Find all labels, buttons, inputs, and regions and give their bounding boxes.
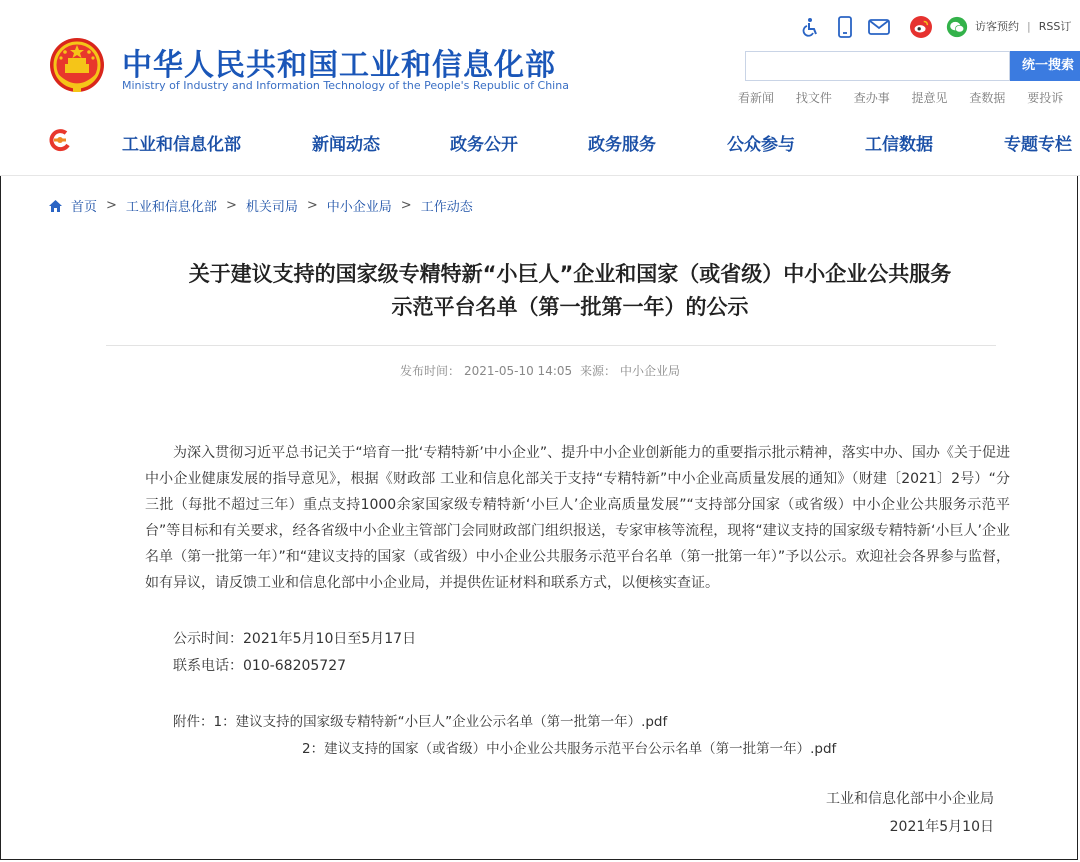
utility-icons bbox=[800, 14, 980, 40]
title-divider bbox=[106, 345, 996, 346]
main-nav bbox=[0, 126, 1080, 158]
breadcrumb-home[interactable]: 首页 bbox=[71, 200, 98, 215]
quick-link-data[interactable]: 查数据 bbox=[969, 91, 1006, 105]
breadcrumb-work-updates[interactable]: 工作动态 bbox=[420, 200, 473, 215]
breadcrumb-sme-bureau[interactable]: 中小企业局 bbox=[326, 200, 392, 215]
quick-link-feedback[interactable]: 提意见 bbox=[911, 91, 948, 105]
signature-organization: 工业和信息化部中小企业局 bbox=[826, 791, 994, 807]
article-title bbox=[100, 258, 1040, 324]
breadcrumb-separator: > bbox=[106, 198, 117, 213]
utility-links bbox=[975, 18, 1071, 34]
nav-item-government-services[interactable]: 政务服务 bbox=[588, 135, 656, 155]
accessibility-icon[interactable] bbox=[800, 16, 822, 38]
article-title-line-2: 示范平台名单（第一批第一年）的公示 bbox=[391, 295, 749, 319]
breadcrumb-separator: > bbox=[225, 198, 237, 213]
visitor-appointment-link[interactable]: 访客预约 bbox=[975, 20, 1019, 33]
home-icon[interactable] bbox=[48, 199, 63, 213]
article-paragraph-text: 为深入贯彻习近平总书记关于“培育一批‘专精特新’中小企业”、提升中小企业创新能力的重要指示批示精神，落实中办、国办《关于促进中小企业健康发展的指导意见》，根据《财政部 工业和信息化部关于支持“专精特新”中小企业高质量发展的通知》（财建〔2021〕2号）“分三批（每批不超过三年）重点支持1000余家国家级专精特新‘小巨人’企业高质量发展”“支持部分国家（或省级）中小企业公共服务示范平台”等目标和有关要求，经各省级中小企业主管部门会同财政部门组织报送，专家审核等流程，现将“建议支持的国家级专精特新‘小巨人’企业名单（第一批第一年）”和“建议支持的国家（或省级）中小企业公共服务示范平台名单（第一批第一年）”予以公示。欢迎社会各界参与监督，如有异议，请反馈工业和信息化部中小企业局，并提供佐证材料和联系方式，以便核实查证。 bbox=[145, 445, 1010, 591]
nav-item-miit[interactable]: 工业和信息化部 bbox=[122, 135, 241, 155]
separator: | bbox=[1027, 20, 1031, 33]
site-header bbox=[0, 0, 1080, 176]
search-button[interactable]: 统一搜索 bbox=[1010, 51, 1080, 81]
attachment-1-link[interactable]: 附件：1：建议支持的国家级专精特新“小巨人”企业公示名单（第一批第一年）.pdf bbox=[173, 714, 668, 730]
article-meta bbox=[0, 362, 1080, 379]
quick-link-news[interactable]: 看新闻 bbox=[738, 91, 775, 105]
wechat-icon[interactable] bbox=[946, 16, 968, 38]
site-subtitle: Ministry of Industry and Information Technology of the People's Republic of China bbox=[122, 79, 569, 92]
national-emblem bbox=[48, 36, 106, 96]
publish-label: 发布时间： bbox=[399, 364, 460, 378]
weibo-icon[interactable] bbox=[910, 16, 932, 38]
mobile-icon[interactable] bbox=[834, 16, 856, 38]
nav-item-government-affairs[interactable]: 政务公开 bbox=[450, 135, 518, 155]
quick-link-complaint[interactable]: 要投诉 bbox=[1027, 91, 1064, 105]
quick-link-services[interactable]: 查办事 bbox=[853, 91, 890, 105]
breadcrumb-separator: > bbox=[306, 198, 318, 213]
notice-period: 公示时间：2021年5月10日至5月17日 bbox=[173, 631, 417, 647]
breadcrumb bbox=[48, 196, 473, 215]
nav-item-public-participation[interactable]: 公众参与 bbox=[727, 135, 795, 155]
contact-phone: 联系电话：010-68205727 bbox=[173, 658, 347, 674]
breadcrumb-departments[interactable]: 机关司局 bbox=[245, 200, 298, 215]
article-paragraph bbox=[145, 440, 1010, 596]
signature-date: 2021年5月10日 bbox=[889, 819, 994, 835]
search-input[interactable] bbox=[745, 51, 1010, 81]
source-label: 来源： bbox=[579, 364, 616, 378]
nav-item-news[interactable]: 新闻动态 bbox=[312, 135, 380, 155]
source-value: 中小企业局 bbox=[619, 364, 680, 378]
quick-links bbox=[738, 89, 1080, 106]
site-title[interactable]: 中华人民共和国工业和信息化部 bbox=[122, 48, 556, 83]
breadcrumb-separator: > bbox=[400, 198, 412, 213]
quick-link-documents[interactable]: 找文件 bbox=[795, 91, 832, 105]
attachment-2-link[interactable]: 2：建议支持的国家（或省级）中小企业公共服务示范平台公示名单（第一批第一年）.pdf bbox=[302, 741, 837, 757]
nav-item-data[interactable]: 工信数据 bbox=[865, 135, 933, 155]
nav-item-special-topics[interactable]: 专题专栏 bbox=[1004, 135, 1072, 155]
rss-link[interactable]: RSS订 bbox=[1038, 20, 1072, 33]
mail-icon[interactable] bbox=[868, 16, 890, 38]
breadcrumb-miit[interactable]: 工业和信息化部 bbox=[125, 200, 217, 215]
publish-time: 2021-05-10 14:05 bbox=[464, 364, 573, 378]
article-title-line-1: 关于建议支持的国家级专精特新“小巨人”企业和国家（或省级）中小企业公共服务 bbox=[188, 262, 952, 286]
